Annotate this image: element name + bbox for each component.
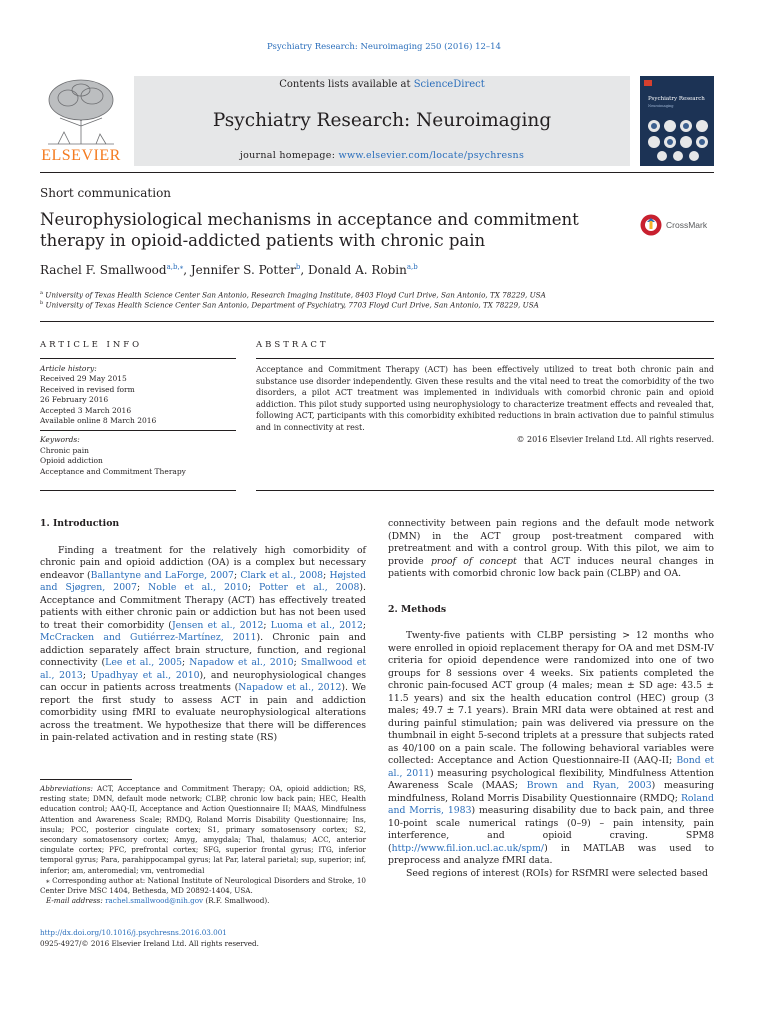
body-text: ). Acceptance and Commitment Therapy (ACT) has effectively treated patients with either chronic pain or addiction but has not been used to treat their comorbidity ( xyxy=(40,582,366,631)
author-affil-link[interactable]: a,b xyxy=(406,263,418,271)
author-affil-link[interactable]: b xyxy=(295,263,301,271)
issn-copyright: 0925-4927/© 2016 Elsevier Ireland Ltd. All rights reserved. xyxy=(40,938,259,948)
history-item: Received 29 May 2015 xyxy=(40,374,127,384)
keywords-divider xyxy=(40,430,236,431)
methods-paragraph-1 xyxy=(388,630,714,868)
author-name: Rachel F. Smallwood xyxy=(40,263,167,277)
header-divider xyxy=(40,172,714,173)
history-label: Article history: xyxy=(40,364,97,373)
crossmark-badge[interactable] xyxy=(640,212,720,240)
citation-link[interactable]: McCracken and Gutiérrez-Martínez, 2011 xyxy=(40,632,257,643)
citation-link[interactable]: http://www.fil.ion.ucl.ac.uk/spm/ xyxy=(391,842,545,854)
proof-of-concept-emphasis: proof of concept xyxy=(430,555,517,567)
body-text: ) measuring disability due to back pain, and three 10-point scale numerical ratings (0–9) – pain intensity, pain interference, and opioid craving. SPM8 ( xyxy=(388,805,715,854)
body-text: Twenty-five patients with CLBP persisting > 12 months who were enrolled in opioid replacement therapy for OA and met DSM-IV criteria for opioid dependence were randomized into one of two groups for 8 sessions over 4 weeks. Six patients completed the chronic pain-focused ACT group (4 males; mean ± SD age: 43.5 ± 11.5 years) and six the health education control (HEC) group (3 males; 49.7 ± 7.1 years). Brain MRI data were obtained at rest and during painful stimulation; pain was delivered via pressure on the thumbnail in eight 5-second triplets at a pressure that subjects rated as 40/100 on a pain scale. The following behavioral variables were collected: Acceptance and Action Questionnaire-II (AAQ-II; xyxy=(388,630,714,766)
citation-link[interactable]: Ballantyne and LaForge, 2007 xyxy=(90,569,234,581)
affiliation-a xyxy=(40,290,546,299)
citation-link[interactable]: Jensen et al., 2012 xyxy=(171,619,264,631)
footnotes xyxy=(40,784,366,906)
contents-prefix: Contents lists available at xyxy=(279,79,414,90)
intro-continued-text: connectivity between pain regions and the default mode network (DMN) in the ACT group post-treatment compared with pretreatment and with a control group. With this pilot, we aim to provide xyxy=(388,518,714,567)
corresponding-author-footnote xyxy=(40,876,366,896)
homepage-prefix: journal homepage: xyxy=(239,150,339,161)
abbreviations-label: Abbreviations: xyxy=(40,784,93,793)
citation-link[interactable]: Brown and Ryan, 2003 xyxy=(526,780,652,791)
corresponding-text: Corresponding author at: National Institute of Neurological Disorders and Stroke, 10 Center Drive MSC 1404, Bethesda, MD 20892-1404, USA. xyxy=(40,875,366,896)
journal-reference[interactable]: Psychiatry Research: Neuroimaging 250 (2016) 12–14 xyxy=(267,42,501,52)
abbreviations-text: ACT, Acceptance and Commitment Therapy; OA, opioid addiction; RS, resting state; DMN, default mode network; CLBP, chronic low back pain; HEC, Health education control; AAQ-II, Acceptance and Action Questionnaire II; MAAS, Mindfulness Attention and Awareness Scale; RMDQ, Roland Morris Disability Questionnaire; Ins, insula; PCC, posterior cingulate cortex; S1, primary somatosensory cortex; S2, secondary somatosensory cortex; Amyg, amygdala; Thal, thalamus; ACC, anterior cingulate cortex; PFC, prefrontal cortex; SFG, superior frontal gyrus; ITG, inferior temporal gyrus; Para, parahippocampal gyrus; lat Par, lateral parietal; sup, superior; inf, inferior; am, anteromedial; vm, ventromedial xyxy=(40,784,366,875)
abstract-divider xyxy=(256,358,714,359)
affiliation-b xyxy=(40,300,539,309)
article-title: Neurophysiological mechanisms in acceptance and commitment therapy in opioid-addicted patients with chronic pain xyxy=(40,210,579,250)
history-item: Available online 8 March 2016 xyxy=(40,416,157,426)
affiliation-marker: a xyxy=(40,290,43,296)
citation-link[interactable]: Napadow et al., 2012 xyxy=(238,682,342,693)
author-sep: , xyxy=(300,263,308,277)
body-text: ). Chronic pain and addiction separately affect brain structure, function, and regional connectivity ( xyxy=(40,632,366,668)
abstract-text: Acceptance and Commitment Therapy (ACT) has been effectively utilized to treat both chronic pain and substance use disorder independently. Given these results and the vital need to treat the comorbidity of the two disorders, a pilot ACT treatment was implemented in individuals with comorbid chronic pain and opioid addiction. This pilot study supported using neurophysiology to characterize treatment effects and revealed that, following ACT, participants with this comorbidity exhibited reductions in brain activation due to painful stimulus and in connectivity at rest. xyxy=(256,365,714,432)
affiliation-marker: b xyxy=(40,300,44,306)
affiliation-divider xyxy=(40,321,714,322)
history-item: 26 February 2016 xyxy=(40,395,109,405)
body-text: ) measuring psychological flexibility, Mindfulness Attention Awareness Scale (MAAS; xyxy=(388,767,714,791)
citation-link[interactable]: Luoma et al., 2012 xyxy=(270,619,363,631)
article-info xyxy=(40,364,210,477)
citation-link[interactable]: Potter et al., 2008 xyxy=(259,582,360,593)
citation-link[interactable]: Lee et al., 2005 xyxy=(105,657,182,668)
email-footnote xyxy=(40,896,366,906)
body-text: ; xyxy=(263,619,271,631)
abbreviations-footnote xyxy=(40,784,366,876)
affiliation-text: University of Texas Health Science Center San Antonio, Research Imaging Institute, 8403 Floyd Curl Drive, San Antonio, TX 78229, USA xyxy=(45,290,546,300)
abstract-copyright: © 2016 Elsevier Ireland Ltd. All rights reserved. xyxy=(516,434,714,444)
body-text: ), and neurophysiological changes can occur in patients across treatments ( xyxy=(40,669,366,693)
citation-link[interactable]: Noble et al., 2010 xyxy=(148,582,248,593)
intro-continued-end: that ACT induces neural changes in patients with comorbid chronic low back pain (CLBP) and OA. xyxy=(388,555,714,579)
right-column xyxy=(388,518,714,880)
keyword: Acceptance and Commitment Therapy xyxy=(40,466,186,476)
history-item: Accepted 3 March 2016 xyxy=(40,405,132,415)
homepage-line xyxy=(134,150,630,161)
author-name: Jennifer S. Potter xyxy=(190,263,296,277)
body-text: ). We report the first study to assess ACT in pain and addiction comorbidity using fMRI to evaluate neurophysiological alterations across the treatment. We hypothesize that there will be differences in pain-related activation and in resting state (RS) xyxy=(40,682,366,743)
keyword: Chronic pain xyxy=(40,445,89,455)
contents-line xyxy=(134,79,630,90)
citation-link[interactable]: Højsted and Sjøgren, 2007 xyxy=(40,569,367,593)
intro-paragraph-continued xyxy=(388,518,714,581)
citation-link[interactable]: Upadhyay et al., 2010 xyxy=(90,669,200,681)
corresponding-mark: ⁎ xyxy=(46,875,50,885)
article-info-bottom-divider xyxy=(40,490,236,491)
journal-cover-image[interactable] xyxy=(640,76,714,166)
body-text: ) in MATLAB was used to preprocess and analyze fMRI data. xyxy=(388,842,714,866)
author-1 xyxy=(40,263,191,277)
methods-paragraph-2: Seed regions of interest (ROIs) for RSfMRI were selected based xyxy=(406,867,708,879)
body-text: ; xyxy=(233,569,241,581)
sciencedirect-link[interactable]: ScienceDirect xyxy=(413,79,485,90)
citation-link[interactable]: Smallwood et al., 2013 xyxy=(40,657,366,681)
elsevier-wordmark: ELSEVIER xyxy=(41,147,121,164)
abstract-heading: ABSTRACT xyxy=(256,340,329,350)
body-text: ; xyxy=(362,619,367,631)
body-text: ; xyxy=(323,569,330,581)
page-footer xyxy=(40,928,259,949)
cover-subtitle: Neuroimaging xyxy=(648,104,674,108)
citation-link[interactable]: Napadow et al., 2010 xyxy=(189,657,294,668)
crossmark-icon xyxy=(640,212,662,238)
citation-link[interactable]: Roland and Morris, 1983 xyxy=(388,792,714,816)
journal-title: Psychiatry Research: Neuroimaging xyxy=(212,110,552,131)
article-type: Short communication xyxy=(40,186,172,200)
homepage-link[interactable]: www.elsevier.com/locate/psychresns xyxy=(338,150,525,161)
section-heading-introduction: 1. Introduction xyxy=(40,518,120,529)
author-3 xyxy=(308,263,418,277)
crossmark-label: CrossMark xyxy=(666,220,708,230)
keywords-label: Keywords: xyxy=(40,435,80,445)
body-text: ; xyxy=(182,657,190,668)
doi-link[interactable]: http://dx.doi.org/10.1016/j.psychresns.2016.03.001 xyxy=(40,928,227,937)
body-text: ; xyxy=(247,582,260,593)
abstract-body xyxy=(256,364,714,445)
author-name: Donald A. Robin xyxy=(308,263,407,277)
article-info-heading: ARTICLE INFO xyxy=(40,340,143,350)
keyword: Opioid addiction xyxy=(40,456,103,466)
email-suffix: (R.F. Smallwood). xyxy=(203,896,270,906)
article-info-divider xyxy=(40,358,236,359)
affiliation-text: University of Texas Health Science Center San Antonio, Department of Psychiatry, 7703 Floyd Curl Drive, San Antonio, TX 78229, USA xyxy=(45,300,539,310)
author-affil-link[interactable]: a,b,⁎ xyxy=(166,263,184,271)
email-label: E-mail address: xyxy=(46,896,103,906)
body-text: ; xyxy=(293,657,301,668)
author-list xyxy=(40,263,418,277)
intro-paragraph-1 xyxy=(40,545,366,745)
author-sep: , xyxy=(183,263,191,277)
author-2 xyxy=(191,263,308,277)
history-item: Received in revised form xyxy=(40,384,135,394)
email-link[interactable]: rachel.smallwood@nih.gov xyxy=(105,896,204,906)
cover-title: Psychiatry Research xyxy=(648,96,705,102)
body-text: ; xyxy=(136,582,149,593)
body-text: ) measuring mindfulness, Roland Morris Disability Questionnaire (RMDQ; xyxy=(388,780,714,804)
citation-link[interactable]: Bond et al., 2011 xyxy=(388,755,715,779)
body-text: ; xyxy=(82,669,91,681)
abstract-bottom-divider xyxy=(256,490,714,491)
footnote-divider xyxy=(40,779,132,780)
section-heading-methods: 2. Methods xyxy=(388,603,447,615)
citation-link[interactable]: Clark et al., 2008 xyxy=(240,569,324,581)
body-text: Finding a treatment for the relatively high comorbidity of chronic pain and opioid addiction (OA) is a complex but necessary endeavor ( xyxy=(40,544,366,581)
left-column xyxy=(40,518,366,745)
